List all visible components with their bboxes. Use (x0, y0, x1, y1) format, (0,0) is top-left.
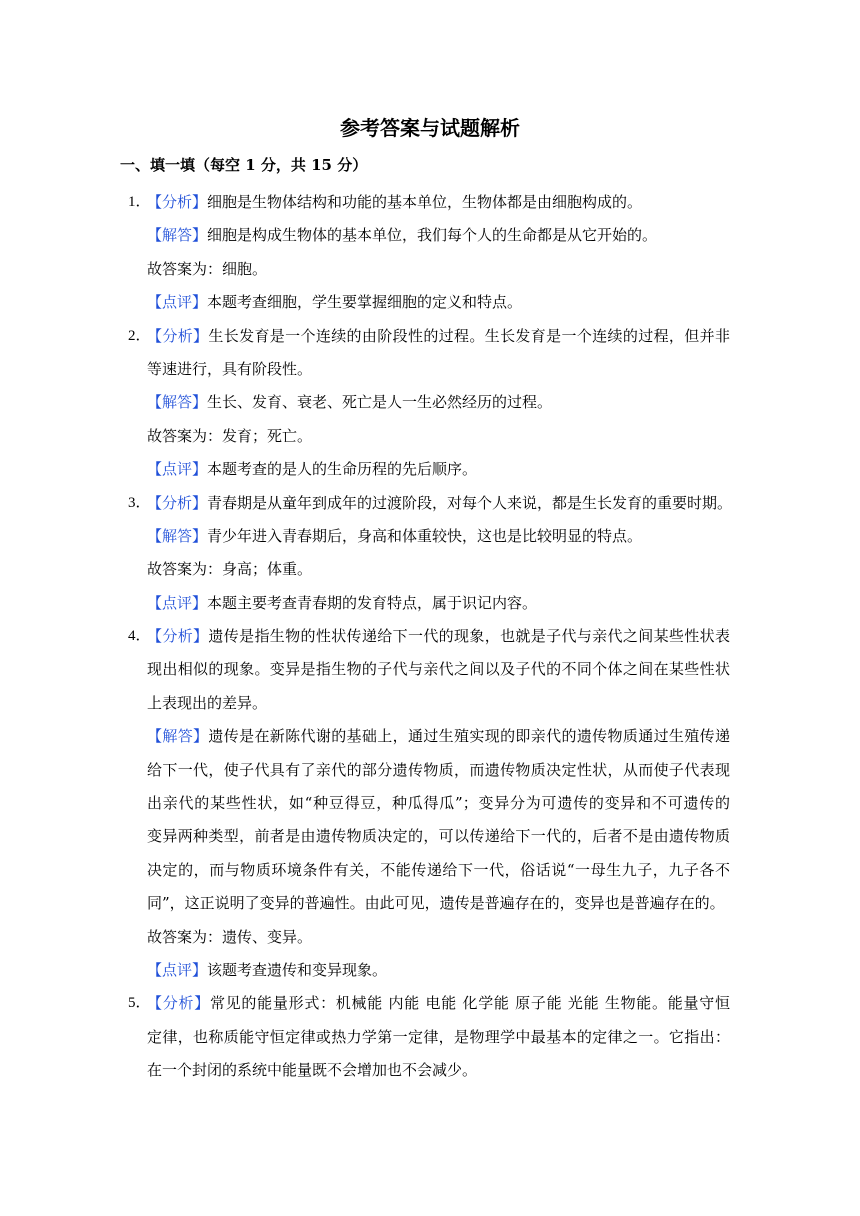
analysis-tag: 【分析】 (147, 994, 210, 1013)
solution-text: 决定的，而与物质环境条件有关，不能传递给下一代，俗话说“一母生九子，九子各不 (147, 860, 730, 879)
solution-text: 出亲代的某些性状，如“种豆得豆，种瓜得瓜”；变异分为可遗传的变异和不可遗传的 (147, 794, 730, 813)
text-line (0, 820, 730, 853)
text-line (0, 987, 730, 1020)
text-line (0, 487, 733, 520)
question-item (0, 987, 860, 1087)
comment-tag: 【点评】 (147, 960, 208, 979)
page-title: 参考答案与试题解析 (340, 116, 520, 140)
comment-text: 本题考查的是人的生命历程的先后顺序。 (207, 460, 478, 479)
analysis-tag: 【分析】 (147, 493, 208, 512)
solution-text: 变异两种类型，前者是由遗传物质决定的，可以传递给下一代的，后者不是由遗传物质 (147, 827, 730, 846)
answer-text: 故答案为：身高；体重。 (147, 560, 313, 579)
comment-text: 本题主要考查青春期的发育特点，属于识记内容。 (207, 593, 538, 612)
text-line (0, 453, 730, 486)
text-line (0, 320, 730, 353)
solution-text: 细胞是构成生物体的基本单位，我们每个人的生命都是从它开始的。 (207, 226, 658, 245)
answer-text: 故答案为：发育；死亡。 (147, 426, 313, 445)
text-line (0, 720, 730, 753)
question-item (0, 487, 860, 621)
text-line (0, 954, 730, 987)
question-number: 4． (128, 628, 151, 645)
text-line (0, 587, 730, 620)
solution-text: 给下一代，使子代具有了亲代的部分遗传物质，而遗传物质决定性状，从而使子代表现 (147, 760, 730, 779)
solution-text: 遗传是在新陈代谢的基础上，通过生殖实现的即亲代的遗传物质通过生殖传递 (208, 727, 730, 746)
text-line (0, 520, 730, 553)
text-line (0, 620, 730, 653)
question-item (0, 186, 860, 320)
text-line (0, 687, 730, 720)
solution-tag: 【解答】 (147, 526, 208, 545)
comment-tag: 【点评】 (147, 593, 208, 612)
analysis-text: 上表现出的差异。 (147, 693, 268, 712)
analysis-text: 在一个封闭的系统中能量既不会增加也不会减少。 (147, 1061, 478, 1080)
analysis-tag: 【分析】 (147, 193, 208, 211)
text-line (0, 653, 730, 686)
text-line (0, 854, 730, 887)
analysis-text: 现出相似的现象。变异是指生物的子代与亲代之间以及子代的不同个体之间在某些性状 (147, 660, 730, 679)
comment-tag: 【点评】 (147, 460, 208, 479)
question-number: 3． (128, 494, 151, 511)
text-line (0, 386, 730, 419)
text-line (0, 1021, 730, 1054)
answer-text: 故答案为：遗传、变异。 (147, 927, 313, 946)
text-line (0, 286, 730, 319)
text-line (0, 353, 730, 386)
solution-text: 生长、发育、衰老、死亡是人一生必然经历的过程。 (207, 393, 553, 412)
question-number: 2． (128, 327, 151, 344)
text-line (0, 787, 730, 820)
text-line (0, 219, 730, 252)
text-line (0, 253, 730, 286)
text-line (0, 754, 730, 787)
answer-text: 故答案为：细胞。 (147, 259, 268, 278)
analysis-tag: 【分析】 (147, 326, 209, 345)
question-list (0, 186, 860, 1088)
analysis-tag: 【分析】 (147, 627, 209, 646)
analysis-text: 常见的能量形式：机械能 内能 电能 化学能 原子能 光能 生物能。能量守恒 (209, 994, 730, 1013)
analysis-text: 青春期是从童年到成年的过渡阶段，对每个人来说，都是生长发育的重要时期。 (207, 493, 733, 512)
text-line (0, 1054, 730, 1087)
text-line (0, 420, 730, 453)
analysis-text: 定律，也称质能守恒定律或热力学第一定律，是物理学中最基本的定律之一。它指出： (147, 1027, 730, 1046)
question-number: 5． (128, 995, 151, 1012)
question-number: 1． (128, 194, 151, 210)
section-heading: 一、填一填（每空 1 分，共 15 分） (120, 156, 368, 174)
analysis-text: 生长发育是一个连续的由阶段性的过程。生长发育是一个连续的过程，但并非 (208, 326, 730, 345)
analysis-text: 遗传是指生物的性状传递给下一代的现象，也就是子代与亲代之间某些性状表 (208, 627, 730, 646)
solution-tag: 【解答】 (147, 727, 209, 746)
text-line (0, 921, 730, 954)
text-line (0, 887, 730, 920)
comment-text: 本题考查细胞，学生要掌握细胞的定义和特点。 (207, 293, 523, 312)
analysis-text: 细胞是生物体结构和功能的基本单位，生物体都是由细胞构成的。 (207, 193, 643, 211)
comment-tag: 【点评】 (147, 293, 208, 312)
text-line (0, 186, 730, 219)
question-item (0, 320, 860, 487)
text-line (0, 553, 730, 586)
question-item (0, 620, 860, 987)
solution-text: 青少年进入青春期后，身高和体重较快，这也是比较明显的特点。 (207, 526, 643, 545)
analysis-text: 等速进行，具有阶段性。 (147, 359, 313, 378)
comment-text: 该题考查遗传和变异现象。 (207, 960, 388, 979)
solution-text: 同”，这正说明了变异的普遍性。由此可见，遗传是普遍存在的，变异也是普遍存在的。 (147, 894, 725, 913)
solution-tag: 【解答】 (147, 393, 208, 412)
solution-tag: 【解答】 (147, 226, 208, 245)
